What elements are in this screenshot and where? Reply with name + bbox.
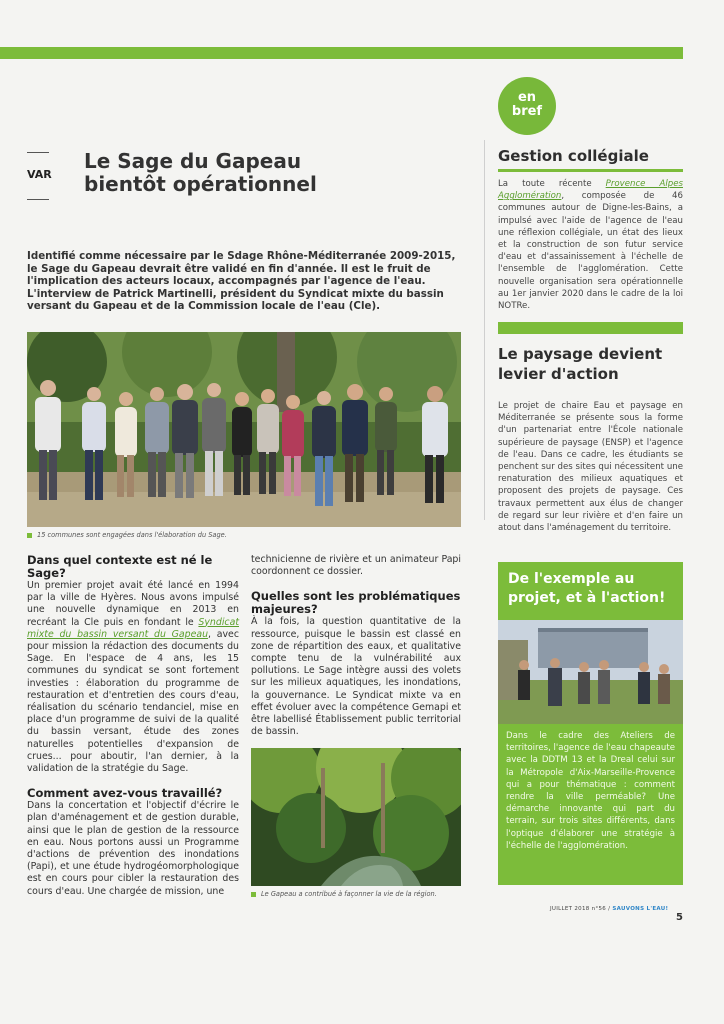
- syndicat-link[interactable]: Syndicat mixte du bassin versant du Gapeau: [27, 616, 239, 640]
- river-photo-illustration: [251, 748, 461, 886]
- article-title: [84, 150, 364, 196]
- group-photo: [27, 332, 461, 527]
- river-photo: [251, 748, 461, 886]
- sidebar-rule-2: [498, 322, 683, 334]
- sidebar-body-1-text-a: La toute récente: [498, 179, 606, 189]
- article-column-2: [251, 554, 461, 738]
- answer-3: À la fois, la question quantitative de la ressource, puisque le bassin est classé en zone de répartition des eaux, et qualitative compte tenu de la vulnérabilité aux pollutions. Le Sage intègre aussi des volets sur les milieux aquatiques, les inondations, la gouvernance. Le Syndicat mixte va en effet évoluer avec la compétence Gemapi et être labellisé Établissement public territorial de bassin.: [251, 616, 461, 738]
- site-visit-photo: [498, 620, 683, 724]
- sidebar-divider: [484, 140, 485, 520]
- answer-1-text-a: Un premier projet avait été lancé en 1994 par la ville de Hyères. Nous avons impulsé une nouvelle dynamique en 2013 en recréant la Cle puis en fondant le: [27, 580, 239, 628]
- question-1: Dans quel contexte est né le Sage?: [27, 553, 213, 580]
- title-line-1: Le Sage du Gapeau: [84, 149, 302, 173]
- section-label: VAR: [27, 168, 52, 181]
- answer-1-text-b: , avec pour mission la rédaction des documents du Sage. En l'espace de 4 ans, les 15 communes du syndicat se sont fortement investies : élaboration du programme de restauration et d'entretien des cours d'eau, réalisation du scénario tendanciel, mise en place d'un programme de suivi de la qualité du bassin versant, étude des zones naturelles potentielles d'expansion de crues... pour aboutir, l'an dernier, à la validation de la stratégie du Sage.: [27, 628, 239, 775]
- en-bref-badge: [498, 77, 556, 135]
- page-number: 5: [676, 912, 683, 923]
- answer-2: Dans la concertation et l'objectif d'écrire le plan d'aménagement et de gestion durable, ainsi que le plan de gestion de la ressource en eau. Nous portons aussi un Programme d'actions de prévention des inondations (Papi), et une étude hydrogéomorphologique est en cours pour cibler la restauration des cours d'eau. Une chargée de mission, une: [27, 800, 239, 897]
- question-3: Quelles sont les problématiques majeures?: [251, 589, 461, 617]
- site-visit-illustration: [498, 620, 683, 724]
- sidebar-title-1: Gestion collégiale: [498, 147, 649, 165]
- question-2: Comment avez-vous travaillé?: [27, 786, 223, 801]
- sidebar-body-2: Le projet de chaire Eau et paysage en Méditerranée se présente sous la forme d'un partenariat entre l'École nationale supérieure de paysage (ENSP) et l'agence de l'eau. Dans ce cadre, les étudiants se penchent sur des sites qui nécessitent une renaturation des milieux aquatiques et proposent des projets de paysage. Ces travaux permettent aux élus de changer de regard sur leur rivière et d'en faire un atout dans l'aménagement du territoire.: [498, 401, 683, 534]
- article-column-1: [27, 554, 239, 898]
- sidebar-highlight-box: [498, 562, 683, 885]
- photo1-caption: 15 communes sont engagées dans l'élaboration du Sage.: [27, 531, 461, 539]
- sidebar-body-3: Dans le cadre des Ateliers de territoires, l'agence de l'eau chapeaute avec la DDTM 13 et la Dreal celui sur la Métropole d'Aix-Marseille-Provence qui a pour thématique : comment rendre la ville perméable? Une démarche innovante qui part du terrain, sur trois sites différents, dans l'optique d'élaborer une stratégie à l'échelle de l'agglomération.: [506, 731, 676, 851]
- sidebar-rule-1: [498, 169, 683, 172]
- magazine-brand: SAUVONS L'EAU!: [612, 906, 669, 912]
- group-photo-illustration: [27, 332, 461, 527]
- sidebar-title-2: Le paysage devient levier d'action: [498, 345, 663, 383]
- photo2-caption: Le Gapeau a contribué à façonner la vie de la région.: [251, 890, 461, 898]
- title-line-2: bientôt opérationnel: [84, 172, 317, 196]
- page-footer: [550, 906, 668, 912]
- sidebar-body-1-text-b: , composée de 46 communes autour de Digne-les-Bains, a impulsé avec l'aide de l'agence de l'eau une réflexion collégiale, un état des lieux et la construction de son futur service d'eau et d'assainissement à l'échelle de l'ensemble de l'agglomération. Cette nouvelle organisation sera opérationnelle au 1er janvier 2020 dans le cadre de la loi NOTRe.: [498, 191, 683, 312]
- section-rule-bottom: [27, 199, 49, 200]
- answer-2-continued: technicienne de rivière et un animateur Papi coordonnent ce dossier.: [251, 554, 461, 578]
- top-green-bar: [0, 47, 683, 59]
- section-rule-top: [27, 152, 49, 153]
- sidebar-title-3: De l'exemple au projet, et à l'action!: [508, 571, 666, 606]
- answer-1: [27, 580, 239, 775]
- badge-line-2: bref: [511, 104, 543, 119]
- article-intro: Identifié comme nécessaire par le Sdage Rhône-Méditerranée 2009-2015, le Sage du Gapeau devrait être validé en fin d'année. Il est le fruit de l'implication des acteurs locaux, accompagnés par l'agence de l'eau. L'interview de Patrick Martinelli, président du Syndicat mixte du bassin versant du Gapeau et de la Commission locale de l'eau (Cle).: [27, 250, 456, 313]
- sidebar-body-1: [498, 178, 683, 312]
- issue-info: JUILLET 2018 n°56 /: [550, 906, 611, 912]
- provence-alpes-link[interactable]: Provence Alpes Agglomération: [498, 179, 683, 202]
- badge-line-1: en: [517, 90, 537, 105]
